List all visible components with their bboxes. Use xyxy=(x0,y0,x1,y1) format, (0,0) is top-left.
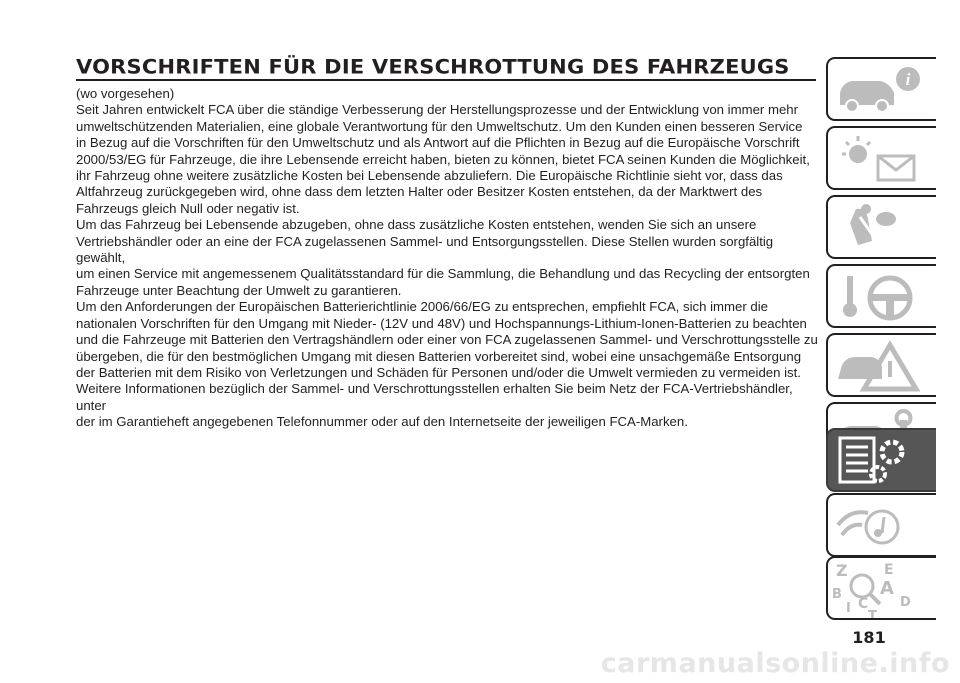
chapter-tab-strip xyxy=(826,0,960,683)
paragraph-further-info: Weitere Informationen bezüglich der Sammel- und Verschrottungsstellen erhalten Sie beim Netz der FCA-Vertriebshändler, unter der im Garantieheft angegebenen Telefonnummer oder auf den Internetseite der jeweiligen FCA-Marken. xyxy=(76,381,793,430)
svg-text:Z: Z xyxy=(836,561,848,580)
paragraph-handover: Um das Fahrzeug bei Lebensende abzugeben, ohne dass zusätzliche Kosten entstehen, wenden Sie sich an unsere Vertriebshändler oder an eine der FCA zugelassenen Sammel- und Entsorgungsstellen. Diese Stellen wurden sorgfältig gewählt, um einen Service mit angemessenem Qualitätsstandard für die Sammlung, die Behandlung und das Recycling der entsorgten Fahrzeuge unter Beachtung der Umwelt zu garantieren. xyxy=(76,217,810,298)
multimedia-music-icon xyxy=(828,495,936,557)
svg-text:T: T xyxy=(868,609,877,622)
body-text xyxy=(76,86,821,431)
car-info-icon xyxy=(828,59,936,121)
alphabetical-index-icon xyxy=(828,558,936,620)
watermark: carmanualsonline.info xyxy=(600,648,950,679)
tab-starting-driving[interactable] xyxy=(826,264,936,328)
tab-index[interactable] xyxy=(826,556,936,620)
paragraph-note: (wo vorgesehen) xyxy=(76,86,175,101)
svg-text:i: i xyxy=(905,70,911,89)
svg-text:E: E xyxy=(884,562,894,578)
tab-safety[interactable] xyxy=(826,195,936,259)
tab-warning-lights[interactable] xyxy=(826,126,936,190)
tab-technical-data[interactable] xyxy=(826,428,936,492)
tab-emergency[interactable] xyxy=(826,333,936,397)
page-number: 181 xyxy=(852,628,886,647)
tab-multimedia[interactable] xyxy=(826,493,936,557)
breakdown-triangle-icon xyxy=(828,335,936,397)
airbag-seat-icon xyxy=(828,197,936,259)
tab-car-info[interactable] xyxy=(826,57,936,121)
paragraph-batteries: Um den Anforderungen der Europäischen Batterierichtlinie 2006/66/EG zu entsprechen, empfiehlt FCA, sich immer die nationalen Vorschriften für den Umgang mit Nieder- (12V und 48V) und Hochspannungs-Lithium-Ionen-Batterien zu beachten und die Fahrzeuge mit Batterien den Vertragshändlern oder einer von FCA zugelassenen Sammel- und Verschrottungsstelle zu übergeben, die für den bestmöglichen Umgang mit diesen Batterien vorbereitet sind, wobei eine unsachgemäße Entsorgung der Batterien mit dem Risiko von Verletzungen und Schäden für Personen und/oder die Umwelt vermieden zu vermeiden ist. xyxy=(76,299,818,380)
svg-text:A: A xyxy=(880,578,894,599)
svg-text:I: I xyxy=(846,601,851,616)
svg-text:B: B xyxy=(832,587,842,602)
title-divider xyxy=(76,79,816,81)
paragraph-intro: Seit Jahren entwickelt FCA über die ständige Verbesserung der Herstellungsprozesse und der Entwicklung von immer mehr umweltschützenden Materialien, eine globale Verantwortung für den Umweltschutz. Um den Kunden einen besseren Service in Bezug auf die Vorschriften für den Umweltschutz und als Antwort auf die Pflichten in Bezug auf die Europäische Vorschrift 2000/53/EG für Fahrzeuge, die ihre Lebensende erreicht haben, bieten zu können, bietet FCA seinen Kunden die Möglichkeit, ihr Fahrzeug ohne weitere zusätzliche Kosten bei Lebensende abzuliefern. Die Europäische Richtlinie sieht vor, dass das Altfahrzeug zurückgegeben wird, ohne dass dem letzten Halter oder Besitzer Kosten entstehen, da der Marktwert des Fahrzeugs gleich Null oder negativ ist. xyxy=(76,102,810,216)
warning-lights-envelope-icon xyxy=(828,128,936,190)
key-steering-wheel-icon xyxy=(828,266,936,328)
svg-text:D: D xyxy=(900,595,911,610)
page-title: VORSCHRIFTEN FÜR DIE VERSCHROTTUNG DES FAHRZEUGS xyxy=(76,56,790,79)
specs-list-gear-icon xyxy=(828,430,936,492)
svg-text:C: C xyxy=(858,596,869,612)
